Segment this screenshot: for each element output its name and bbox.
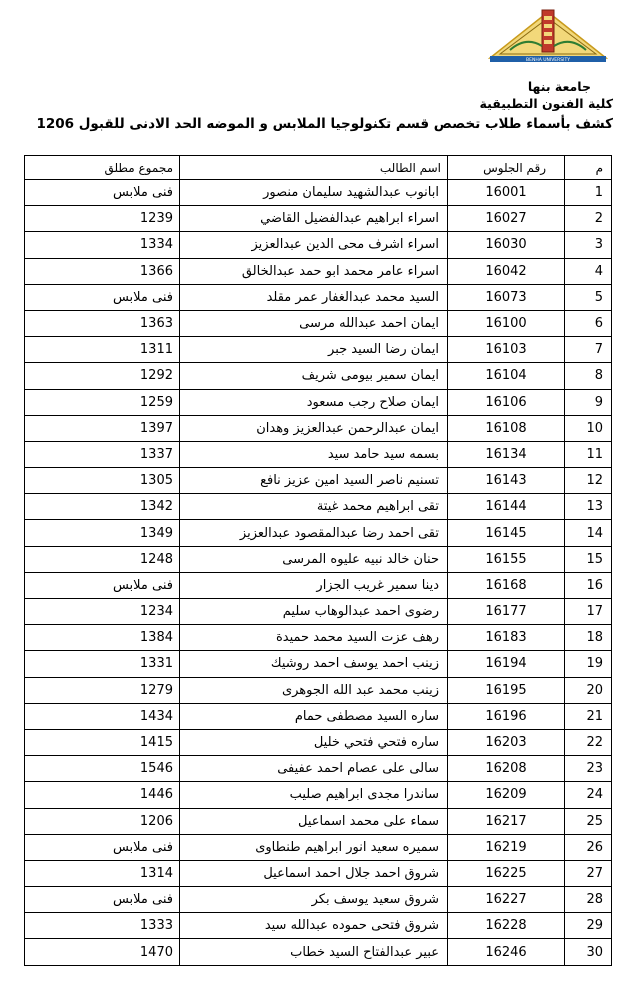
cell-index: 6 <box>565 310 612 336</box>
cell-name: حنان خالد نبيه عليوه المرسى <box>180 546 448 572</box>
cell-seat: 16155 <box>448 546 565 572</box>
cell-seat: 16228 <box>448 913 565 939</box>
cell-seat: 16100 <box>448 310 565 336</box>
cell-seat: 16106 <box>448 389 565 415</box>
cell-name: ايمان احمد عبدالله مرسى <box>180 310 448 336</box>
cell-name: تسنيم ناصر السيد امين عزيز نافع <box>180 468 448 494</box>
cell-index: 8 <box>565 363 612 389</box>
cell-name: ايمان سمير بيومى شريف <box>180 363 448 389</box>
table-body <box>25 180 612 966</box>
table-row <box>25 572 612 598</box>
cell-seat: 16144 <box>448 494 565 520</box>
cell-seat: 16246 <box>448 939 565 965</box>
header-seat: رقم الجلوس <box>448 156 565 180</box>
table-header-row <box>25 156 612 180</box>
cell-total: فنى ملابس <box>25 572 180 598</box>
header-total: مجموع مطلق <box>25 156 180 180</box>
cell-name: بسمه سيد حامد سيد <box>180 441 448 467</box>
svg-text:BENHA UNIVERSITY: BENHA UNIVERSITY <box>526 58 570 63</box>
cell-seat: 16217 <box>448 808 565 834</box>
cell-seat: 16196 <box>448 703 565 729</box>
cell-seat: 16001 <box>448 180 565 206</box>
cell-seat: 16203 <box>448 729 565 755</box>
cell-name: شروق فتحى حموده عبدالله سيد <box>180 913 448 939</box>
cell-index: 11 <box>565 441 612 467</box>
cell-seat: 16145 <box>448 520 565 546</box>
cell-index: 5 <box>565 284 612 310</box>
cell-name: اسراء ابراهيم عبدالفضيل القاضي <box>180 206 448 232</box>
table-row <box>25 337 612 363</box>
table-row <box>25 310 612 336</box>
cell-seat: 16209 <box>448 782 565 808</box>
table-row <box>25 834 612 860</box>
cell-total: 1305 <box>25 468 180 494</box>
table-row <box>25 546 612 572</box>
table-row <box>25 887 612 913</box>
cell-index: 2 <box>565 206 612 232</box>
cell-index: 19 <box>565 651 612 677</box>
table-row <box>25 703 612 729</box>
cell-total: 1363 <box>25 310 180 336</box>
cell-name: ساندرا مجدى ابراهيم صليب <box>180 782 448 808</box>
table-row <box>25 599 612 625</box>
table-row <box>25 625 612 651</box>
cell-total: 1331 <box>25 651 180 677</box>
cell-total: 1366 <box>25 258 180 284</box>
cell-total: 1384 <box>25 625 180 651</box>
table-row <box>25 180 612 206</box>
cell-name: ايمان صلاح رجب مسعود <box>180 389 448 415</box>
university-name: جامعة بنها <box>527 79 591 94</box>
cell-index: 29 <box>565 913 612 939</box>
cell-name: رضوى احمد عبدالوهاب سليم <box>180 599 448 625</box>
cell-total: 1349 <box>25 520 180 546</box>
table-row <box>25 677 612 703</box>
cell-seat: 16143 <box>448 468 565 494</box>
cell-name: تقى ابراهيم محمد غيتة <box>180 494 448 520</box>
cell-seat: 16208 <box>448 756 565 782</box>
cell-total: 1415 <box>25 729 180 755</box>
cell-index: 27 <box>565 860 612 886</box>
table-row <box>25 782 612 808</box>
table-row <box>25 284 612 310</box>
cell-index: 3 <box>565 232 612 258</box>
cell-total: 1446 <box>25 782 180 808</box>
cell-total: 1234 <box>25 599 180 625</box>
table-row <box>25 756 612 782</box>
cell-index: 17 <box>565 599 612 625</box>
cell-seat: 16108 <box>448 415 565 441</box>
cell-index: 22 <box>565 729 612 755</box>
cell-name: عبير عبدالفتاح السيد خطاب <box>180 939 448 965</box>
cell-name: ساره فتحي فتحي خليل <box>180 729 448 755</box>
cell-name: زينب محمد عبد الله الجوهرى <box>180 677 448 703</box>
cell-index: 24 <box>565 782 612 808</box>
table-row <box>25 258 612 284</box>
cell-index: 28 <box>565 887 612 913</box>
table-row <box>25 468 612 494</box>
cell-name: رهف عزت السيد محمد حميدة <box>180 625 448 651</box>
table-row <box>25 913 612 939</box>
cell-seat: 16042 <box>448 258 565 284</box>
table-row <box>25 206 612 232</box>
cell-name: السيد محمد عبدالغفار عمر مقلد <box>180 284 448 310</box>
table-row <box>25 363 612 389</box>
cell-total: 1470 <box>25 939 180 965</box>
cell-total: 1334 <box>25 232 180 258</box>
table-row <box>25 415 612 441</box>
cell-seat: 16225 <box>448 860 565 886</box>
cell-seat: 16194 <box>448 651 565 677</box>
cell-total: 1259 <box>25 389 180 415</box>
cell-index: 25 <box>565 808 612 834</box>
faculty-name: كلية الفنون التطبيقية <box>479 96 613 111</box>
cell-index: 1 <box>565 180 612 206</box>
table-row <box>25 729 612 755</box>
cell-name: زينب احمد يوسف احمد روشيك <box>180 651 448 677</box>
cell-total: 1337 <box>25 441 180 467</box>
cell-total: 1342 <box>25 494 180 520</box>
cell-total: 1333 <box>25 913 180 939</box>
cell-index: 15 <box>565 546 612 572</box>
cell-total: 1206 <box>25 808 180 834</box>
cell-name: دينا سمير غريب الجزار <box>180 572 448 598</box>
cell-name: شروق احمد جلال احمد اسماعيل <box>180 860 448 886</box>
table-row <box>25 494 612 520</box>
students-table <box>24 155 612 966</box>
table-row <box>25 232 612 258</box>
cell-name: ايمان رضا السيد جبر <box>180 337 448 363</box>
cell-seat: 16030 <box>448 232 565 258</box>
header-name: اسم الطالب <box>180 156 448 180</box>
cell-name: اسراء عامر محمد ابو حمد عبدالخالق <box>180 258 448 284</box>
cell-total: 1311 <box>25 337 180 363</box>
cell-name: ساره السيد مصطفى حمام <box>180 703 448 729</box>
cell-index: 23 <box>565 756 612 782</box>
cell-index: 26 <box>565 834 612 860</box>
table-row <box>25 939 612 965</box>
cell-seat: 16027 <box>448 206 565 232</box>
cell-index: 10 <box>565 415 612 441</box>
cell-index: 18 <box>565 625 612 651</box>
header-block <box>480 78 613 112</box>
cell-name: شروق سعيد يوسف بكر <box>180 887 448 913</box>
page-title: كشف بأسماء طلاب تخصص قسم تكنولوجيا الملابس و الموضه الحد الادنى للقبول 1206 <box>36 116 613 132</box>
cell-name: اسراء اشرف محى الدين عبدالعزيز <box>180 232 448 258</box>
cell-seat: 16177 <box>448 599 565 625</box>
cell-total: فنى ملابس <box>25 834 180 860</box>
cell-name: سالى على عصام احمد عفيفى <box>180 756 448 782</box>
cell-name: سماء على محمد اسماعيل <box>180 808 448 834</box>
table-row <box>25 520 612 546</box>
cell-total: 1292 <box>25 363 180 389</box>
cell-index: 7 <box>565 337 612 363</box>
cell-total: فنى ملابس <box>25 180 180 206</box>
cell-name: تقى احمد رضا عبدالمقصود عبدالعزيز <box>180 520 448 546</box>
cell-seat: 16168 <box>448 572 565 598</box>
cell-total: 1248 <box>25 546 180 572</box>
table-row <box>25 441 612 467</box>
table-row <box>25 651 612 677</box>
cell-total: فنى ملابس <box>25 887 180 913</box>
table-row <box>25 860 612 886</box>
table-row <box>25 389 612 415</box>
cell-index: 30 <box>565 939 612 965</box>
cell-seat: 16103 <box>448 337 565 363</box>
cell-seat: 16219 <box>448 834 565 860</box>
cell-total: 1279 <box>25 677 180 703</box>
cell-total: 1397 <box>25 415 180 441</box>
cell-index: 4 <box>565 258 612 284</box>
table-row <box>25 808 612 834</box>
cell-index: 14 <box>565 520 612 546</box>
cell-seat: 16183 <box>448 625 565 651</box>
cell-index: 12 <box>565 468 612 494</box>
cell-name: ايمان عبدالرحمن عبدالعزيز وهدان <box>180 415 448 441</box>
cell-seat: 16134 <box>448 441 565 467</box>
cell-seat: 16073 <box>448 284 565 310</box>
cell-total: 1239 <box>25 206 180 232</box>
cell-name: ابانوب عبدالشهيد سليمان منصور <box>180 180 448 206</box>
cell-total: فنى ملابس <box>25 284 180 310</box>
cell-index: 13 <box>565 494 612 520</box>
cell-seat: 16195 <box>448 677 565 703</box>
header-index: م <box>565 156 612 180</box>
cell-index: 20 <box>565 677 612 703</box>
cell-total: 1434 <box>25 703 180 729</box>
cell-index: 21 <box>565 703 612 729</box>
cell-name: سميره سعيد انور ابراهيم طنطاوى <box>180 834 448 860</box>
cell-total: 1314 <box>25 860 180 886</box>
cell-total: 1546 <box>25 756 180 782</box>
cell-index: 16 <box>565 572 612 598</box>
cell-index: 9 <box>565 389 612 415</box>
university-logo <box>486 6 610 64</box>
cell-seat: 16104 <box>448 363 565 389</box>
cell-seat: 16227 <box>448 887 565 913</box>
